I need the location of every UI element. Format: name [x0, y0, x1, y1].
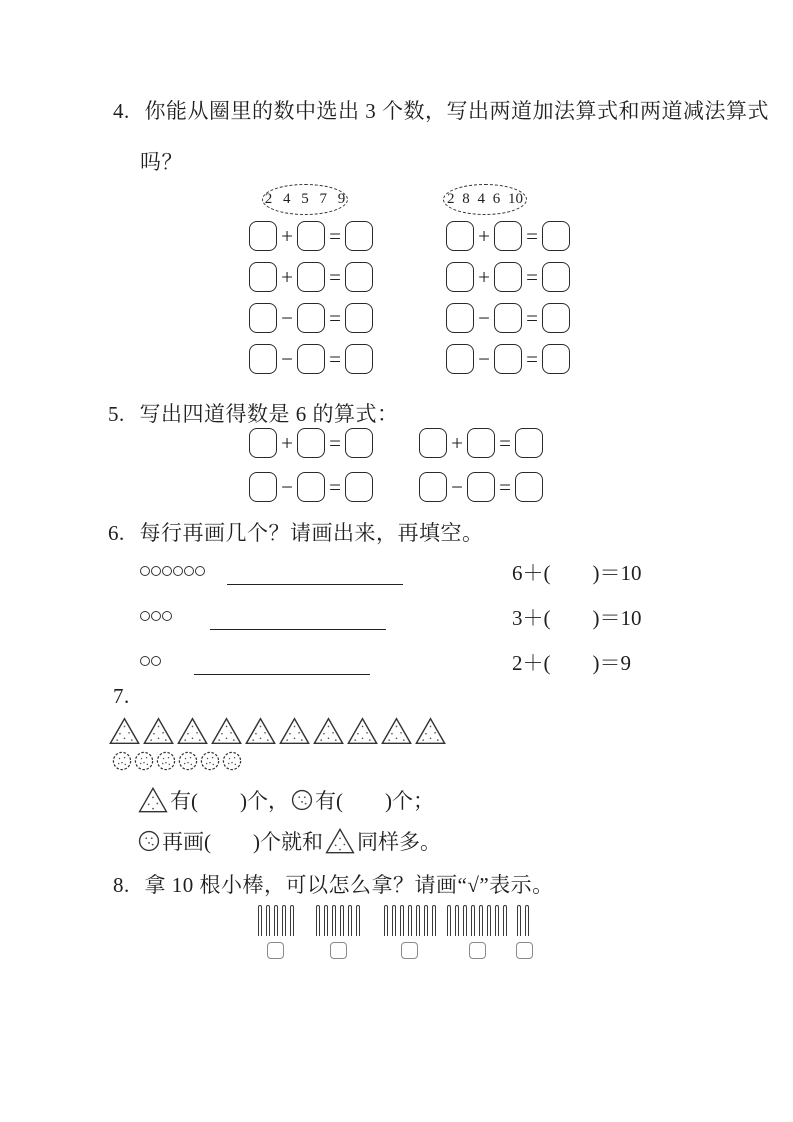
small-circle-shape: [173, 566, 183, 576]
plus-operator: +: [281, 224, 293, 248]
stick-shape: [316, 905, 320, 936]
equation-row: [249, 428, 373, 458]
dotted-circle-icon: [291, 789, 313, 811]
answer-box[interactable]: [249, 303, 277, 333]
question-4-text: [113, 95, 769, 125]
dotted-triangle-icon: [143, 717, 174, 745]
dotted-circle-icon: [112, 751, 132, 771]
answer-box[interactable]: [297, 344, 325, 374]
circle-group: [140, 611, 172, 621]
answer-box[interactable]: [345, 428, 373, 458]
stick-shape: [392, 905, 396, 936]
answer-box[interactable]: [515, 472, 543, 502]
answer-box[interactable]: [542, 303, 570, 333]
answer-box[interactable]: [419, 472, 447, 502]
answer-box[interactable]: [494, 262, 522, 292]
stick-shape: [424, 905, 428, 936]
equals-sign: =: [526, 306, 538, 330]
stick-shape: [447, 905, 451, 936]
stick-shape: [495, 905, 499, 936]
equation-row: [249, 344, 373, 374]
dotted-triangle-icon: [211, 717, 242, 745]
equals-sign: =: [329, 306, 341, 330]
answer-box[interactable]: [297, 262, 325, 292]
check-box-2[interactable]: [330, 942, 347, 959]
circle-group: [140, 566, 205, 576]
stick-shape: [266, 905, 270, 936]
equation-row: [446, 221, 570, 251]
stick-shape: [487, 905, 491, 936]
stick-shape: [348, 905, 352, 936]
answer-box[interactable]: [542, 262, 570, 292]
equals-sign: =: [329, 347, 341, 371]
stick-shape: [274, 905, 278, 936]
dotted-circle-icon: [134, 751, 154, 771]
stick-group-4: [447, 905, 507, 936]
answer-box[interactable]: [446, 221, 474, 251]
drawing-blank-line[interactable]: [227, 571, 403, 585]
plus-operator: +: [451, 431, 463, 455]
answer-box[interactable]: [494, 344, 522, 374]
minus-operator: −: [478, 347, 490, 371]
q4-equation-column-right: [446, 221, 570, 374]
stick-group-3: [384, 905, 436, 936]
equals-sign: =: [329, 224, 341, 248]
plus-operator: +: [281, 265, 293, 289]
equation-row: [446, 303, 570, 333]
minus-operator: −: [281, 475, 293, 499]
dotted-triangle-icon: [313, 717, 344, 745]
q5-equation-column-right: [419, 428, 543, 502]
small-circle-shape: [162, 566, 172, 576]
stick-shape: [282, 905, 286, 936]
equation-row: [419, 428, 543, 458]
answer-box[interactable]: [542, 221, 570, 251]
drawing-blank-line[interactable]: [194, 661, 370, 675]
stick-shape: [400, 905, 404, 936]
answer-box[interactable]: [249, 428, 277, 458]
minus-operator: −: [281, 347, 293, 371]
stick-shape: [332, 905, 336, 936]
dotted-triangle-icon: [109, 717, 140, 745]
dotted-circle-icon: [178, 751, 198, 771]
number-oval-left: 2 4 5 7 9: [262, 184, 348, 215]
equals-sign: =: [526, 347, 538, 371]
q7-fill-line-1: [136, 785, 434, 815]
equals-sign: =: [329, 431, 341, 455]
small-circle-shape: [151, 611, 161, 621]
equation-row: [249, 472, 373, 502]
answer-box[interactable]: [249, 472, 277, 502]
equation-row: [446, 262, 570, 292]
q6-row-2: [140, 605, 642, 630]
answer-box[interactable]: [249, 344, 277, 374]
equation-text: 2＋( )＝9: [512, 651, 631, 675]
small-circle-shape: [151, 566, 161, 576]
question-8-number: 8.: [113, 873, 130, 897]
stick-shape: [432, 905, 436, 936]
check-box-4[interactable]: [469, 942, 486, 959]
small-circle-shape: [195, 566, 205, 576]
answer-box[interactable]: [494, 303, 522, 333]
equals-sign: =: [526, 265, 538, 289]
answer-box[interactable]: [542, 344, 570, 374]
dotted-triangle-icon: [347, 717, 378, 745]
equation-row: [249, 303, 373, 333]
answer-box[interactable]: [494, 221, 522, 251]
dotted-triangle-icon: [415, 717, 446, 745]
stick-group-5: [517, 905, 529, 936]
question-8-text: [113, 869, 554, 899]
small-circle-shape: [184, 566, 194, 576]
small-circle-shape: [140, 656, 150, 666]
equation-row: [249, 221, 373, 251]
small-circle-shape: [140, 566, 150, 576]
stick-group-1: [258, 905, 294, 936]
small-circle-shape: [151, 656, 161, 666]
equation-text: 6＋( )＝10: [512, 561, 642, 585]
drawing-blank-line[interactable]: [210, 616, 386, 630]
q7-line2-text-a: 再画( )个就和: [162, 830, 323, 854]
answer-box[interactable]: [345, 262, 373, 292]
equals-sign: =: [499, 431, 511, 455]
equation-row: [419, 472, 543, 502]
equals-sign: =: [329, 475, 341, 499]
answer-box[interactable]: [249, 221, 277, 251]
equation-row: [249, 262, 373, 292]
plus-operator: +: [281, 431, 293, 455]
check-box-3[interactable]: [401, 942, 418, 959]
stick-group-2: [316, 905, 360, 936]
question-7-number: 7.: [113, 684, 130, 708]
answer-box[interactable]: [297, 472, 325, 502]
question-5-title: 写出四道得数是 6 的算式：: [139, 402, 399, 426]
small-circle-shape: [162, 611, 172, 621]
stick-shape: [463, 905, 467, 936]
question-4-line1: 你能从圈里的数中选出 3 个数，写出两道加法算式和两道减法算式: [144, 99, 769, 123]
dotted-triangle-icon: [279, 717, 310, 745]
equation-text: 3＋( )＝10: [512, 606, 642, 630]
dotted-triangle-icon: [245, 717, 276, 745]
stick-shape: [503, 905, 507, 936]
question-6-title: 每行再画几个？请画出来，再填空。: [139, 521, 484, 545]
answer-box[interactable]: [515, 428, 543, 458]
q7-line1-text-a: 有( )个，: [170, 789, 289, 813]
q4-equation-column-left: [249, 221, 373, 374]
minus-operator: −: [451, 475, 463, 499]
circle-group: [140, 656, 161, 666]
dotted-triangle-icon: [177, 717, 208, 745]
minus-operator: −: [478, 306, 490, 330]
q7-line1-text-b: 有( )个；: [315, 789, 434, 813]
q6-row-3: [140, 650, 631, 675]
stick-shape: [290, 905, 294, 936]
question-4-number: 4.: [113, 99, 130, 123]
stick-shape: [416, 905, 420, 936]
question-5-text: [108, 398, 399, 428]
question-5-number: 5.: [108, 402, 125, 426]
question-6-text: [108, 517, 484, 547]
question-4-line2: 吗？: [140, 150, 183, 174]
answer-box[interactable]: [249, 262, 277, 292]
answer-box[interactable]: [345, 303, 373, 333]
dotted-circle-icon: [222, 751, 242, 771]
triangle-row: [109, 717, 446, 745]
plus-operator: +: [478, 224, 490, 248]
dotted-triangle-icon: [381, 717, 412, 745]
q7-fill-line-2: [136, 826, 441, 856]
check-box-5[interactable]: [516, 942, 533, 959]
equals-sign: =: [526, 224, 538, 248]
minus-operator: −: [281, 306, 293, 330]
stick-shape: [340, 905, 344, 936]
small-circle-shape: [140, 611, 150, 621]
answer-box[interactable]: [297, 221, 325, 251]
q5-equation-column-left: [249, 428, 373, 502]
answer-box[interactable]: [446, 344, 474, 374]
stick-shape: [324, 905, 328, 936]
dotted-circle-icon: [156, 751, 176, 771]
equals-sign: =: [329, 265, 341, 289]
answer-box[interactable]: [345, 472, 373, 502]
answer-box[interactable]: [297, 303, 325, 333]
check-box-1[interactable]: [267, 942, 284, 959]
stick-shape: [525, 905, 529, 936]
stick-shape: [471, 905, 475, 936]
stick-shape: [384, 905, 388, 936]
answer-box[interactable]: [345, 221, 373, 251]
answer-box[interactable]: [345, 344, 373, 374]
answer-box[interactable]: [419, 428, 447, 458]
dotted-circle-row: [112, 751, 242, 771]
stick-shape: [408, 905, 412, 936]
answer-box[interactable]: [467, 428, 495, 458]
dotted-triangle-icon: [325, 828, 355, 854]
stick-shape: [517, 905, 521, 936]
answer-box[interactable]: [297, 428, 325, 458]
equals-sign: =: [499, 475, 511, 499]
question-6-number: 6.: [108, 521, 125, 545]
dotted-triangle-icon: [138, 787, 168, 813]
stick-shape: [356, 905, 360, 936]
answer-box[interactable]: [467, 472, 495, 502]
number-oval-right: 2 8 4 6 10: [443, 184, 527, 215]
stick-shape: [258, 905, 262, 936]
answer-box[interactable]: [446, 303, 474, 333]
question-8-title: 拿 10 根小棒，可以怎么拿？请画“√”表示。: [144, 873, 554, 897]
dotted-circle-icon: [138, 830, 160, 852]
equation-row: [446, 344, 570, 374]
q7-line2-text-b: 同样多。: [357, 830, 441, 854]
plus-operator: +: [478, 265, 490, 289]
q6-row-1: [140, 560, 642, 585]
stick-shape: [455, 905, 459, 936]
stick-shape: [479, 905, 483, 936]
dotted-circle-icon: [200, 751, 220, 771]
answer-box[interactable]: [446, 262, 474, 292]
